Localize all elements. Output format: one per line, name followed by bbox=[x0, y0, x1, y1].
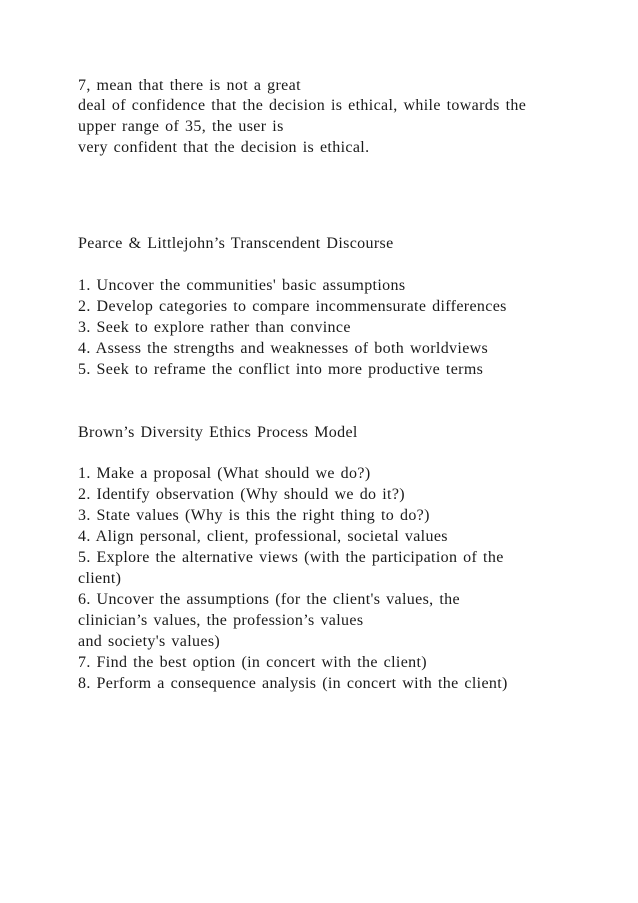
brown-line-1: 1. Make a proposal (What should we do?) bbox=[78, 465, 371, 482]
brown-line-4: 4. Align personal, client, professional, societal values bbox=[78, 528, 448, 545]
brown-line-11: 8. Perform a consequence analysis (in concert with the client) bbox=[78, 675, 508, 692]
pearce-item-4: 4. Assess the strengths and weaknesses of both worldviews bbox=[78, 340, 489, 357]
brown-line-2: 2. Identify observation (Why should we do it?) bbox=[78, 486, 405, 503]
intro-line-2: deal of confidence that the decision is ethical, while towards the bbox=[78, 97, 527, 114]
brown-line-8: clinician’s values, the profession’s values bbox=[78, 612, 364, 629]
pearce-item-2: 2. Develop categories to compare incommensurate differences bbox=[78, 298, 507, 315]
brown-line-5: 5. Explore the alternative views (with the participation of the bbox=[78, 549, 504, 566]
brown-heading: Brown’s Diversity Ethics Process Model bbox=[78, 424, 358, 441]
brown-line-6: client) bbox=[78, 570, 122, 587]
pearce-item-5: 5. Seek to reframe the conflict into more productive terms bbox=[78, 361, 484, 378]
intro-line-3: upper range of 35, the user is bbox=[78, 118, 284, 135]
pearce-item-1: 1. Uncover the communities' basic assumptions bbox=[78, 277, 406, 294]
brown-line-9: and society's values) bbox=[78, 633, 221, 650]
brown-line-10: 7. Find the best option (in concert with the client) bbox=[78, 654, 427, 671]
pearce-item-3: 3. Seek to explore rather than convince bbox=[78, 319, 351, 336]
pearce-heading: Pearce & Littlejohn’s Transcendent Discourse bbox=[78, 235, 394, 252]
intro-line-1: 7, mean that there is not a great bbox=[78, 77, 301, 94]
brown-line-3: 3. State values (Why is this the right thing to do?) bbox=[78, 507, 430, 524]
intro-line-4: very confident that the decision is ethical. bbox=[78, 139, 370, 156]
brown-line-7: 6. Uncover the assumptions (for the client's values, the bbox=[78, 591, 460, 608]
